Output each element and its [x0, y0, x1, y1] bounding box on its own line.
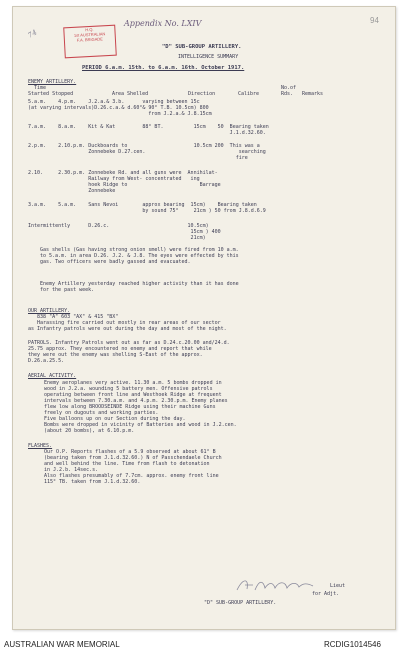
table-row: 15cm ) 400	[28, 229, 221, 235]
table-row: 3.a.m. 5.a.m. Sans Nevoi approx bearing 15cm) Bearing taken	[28, 202, 257, 208]
section-heading-enemy-artillery: ENEMY ARTILLERY.	[28, 79, 77, 85]
table-row: 2.10. 2.30.p.m. Zonnebeke Rd. and all guns were Annihilat-	[28, 170, 218, 176]
handwritten-signature	[235, 576, 315, 594]
table-row: (at varying intervals)D.26.c.a.& d.60°& 90° T.B. 10.5cm) 800	[28, 105, 209, 111]
col-header-remarks: Remarks	[302, 91, 324, 97]
patrols-text: PATROLS. Infantry Patrols went out as far as D.24.c.20.00 and/24.d. 25.75 approx. They encountered no enemy and report that while they were out the enemy was shelling S-East of the approx. D.26.a.25.5.	[28, 340, 230, 364]
aerial-activity-text: Enemy aeroplanes very active. 11.30 a.m. 5 bombs dropped in wood in J.2.a. wounding 5 battery men. Offensive patrols operating between front line and Westhoek Ridge at frequent intervals between 7.30.a.m. and 4.p.m. 2.30.p.m. Enemy planes flew low along BROODSEINDE Ridge using their machine Guns freely on dugouts and working parties. Five balloons up on our Section during the day. Bombs were dropped in vicinity of Batteries and wood in J.2.cen. (about 20 bombs), at 6.10.p.m.	[44, 380, 237, 434]
archive-reference: RCDIG1014546	[324, 640, 381, 649]
table-row: J.1.d.32.60.	[28, 130, 266, 136]
table-row: 21cm)	[28, 235, 206, 241]
archive-footer	[0, 634, 409, 654]
col-header-direction: Direction	[188, 91, 216, 97]
section-heading-flashes: FLASHES.	[28, 443, 53, 449]
archive-name: AUSTRALIAN WAR MEMORIAL	[4, 640, 120, 649]
section-heading-aerial-activity: AERIAL ACTIVITY.	[28, 373, 77, 379]
table-row: Zonnebeke	[28, 188, 116, 194]
table-row: Intermittently D.26.c. 10.5cm)	[28, 223, 209, 229]
section-heading-our-artillery: OUR ARTILLERY.	[28, 308, 71, 314]
page-number: 94	[370, 16, 379, 25]
our-artillery-text: 838 "A" 603 "AX" & 415 "BX" Harassing fire carried out mostly in rear areas of our sector as Infantry patrols were out during the day and most of the night.	[28, 314, 227, 332]
col-header-rounds-a: No.of	[281, 85, 297, 91]
table-row: Zonnebeke D.27.cen. searching	[28, 149, 266, 155]
table-row: from J.2.a.& J.8.15cm	[28, 111, 212, 117]
table-row: 7.a.m. 8.a.m. Kit & Kat 88° BT. 15cm 50 Bearing taken	[28, 124, 269, 130]
document-subtitle: INTELLIGENCE SUMMARY	[178, 54, 239, 60]
col-header-area: Area Shelled	[112, 91, 149, 97]
signatory-unit: "D" SUB-GROUP ARTILLERY.	[204, 600, 277, 606]
signatory-rank: Lieut	[330, 583, 346, 589]
table-row: 2.p.m. 2.10.p.m. Duckboards to 10.5cm 200 This was a	[28, 143, 260, 149]
col-header-rounds-b: Rds.	[281, 91, 294, 97]
document-title: "D" SUB-GROUP ARTILLERY.	[162, 44, 242, 50]
appendix-label: Appendix No. LXIV	[124, 19, 202, 28]
col-header-calibre: Calibre	[238, 91, 260, 97]
artillery-activity-note: Enemy Artillery yesterday reached higher activity than it has done for the past week.	[40, 281, 239, 293]
table-row: 5.a.m. 4.p.m. J.2.a.& 3.b. varying between 15c	[28, 99, 200, 105]
gas-shell-note: Gas shells (Gas having strong onion smell) were fired from 10 a.m. to 5.a.m. in area D.26. J.2. & J.8. The eyes were effected by this gas. Two officers were badly gassed and evacuated.	[40, 247, 239, 265]
table-row: hoek Ridge to Barrage	[28, 182, 221, 188]
table-row: fire	[28, 155, 248, 161]
col-header-started-stopped: Started Stopped	[28, 91, 74, 97]
col-header-time: Time	[34, 85, 47, 91]
table-row: by sound 75° 21cm ) 50 from J.8.d.6.9	[28, 208, 266, 214]
flashes-text: Our O.P. Reports flashes of a 5.9 observed at about 61° B (bearing taken from J.1.d.32.60.) N of Passchendaele Church and well behind the line. Time from flash to detonation in J.2.b. 14sec.s. Also flashes presumably of 7.7cm. approx. enemy front line 115° TB. taken from J.1.d.32.60.	[44, 449, 222, 485]
report-period: PERIOD 6.a.m. 15th. to 6.a.m. 16th. October 1917.	[82, 65, 245, 71]
corner-annotation: 74	[26, 28, 39, 40]
table-row: Railway from West- concentrated ing	[28, 176, 200, 182]
signatory-for: for Adjt.	[312, 591, 340, 597]
unit-stamp: H.Q. 1st AUSTRALIAN F.A. BRIGADE	[63, 25, 117, 59]
